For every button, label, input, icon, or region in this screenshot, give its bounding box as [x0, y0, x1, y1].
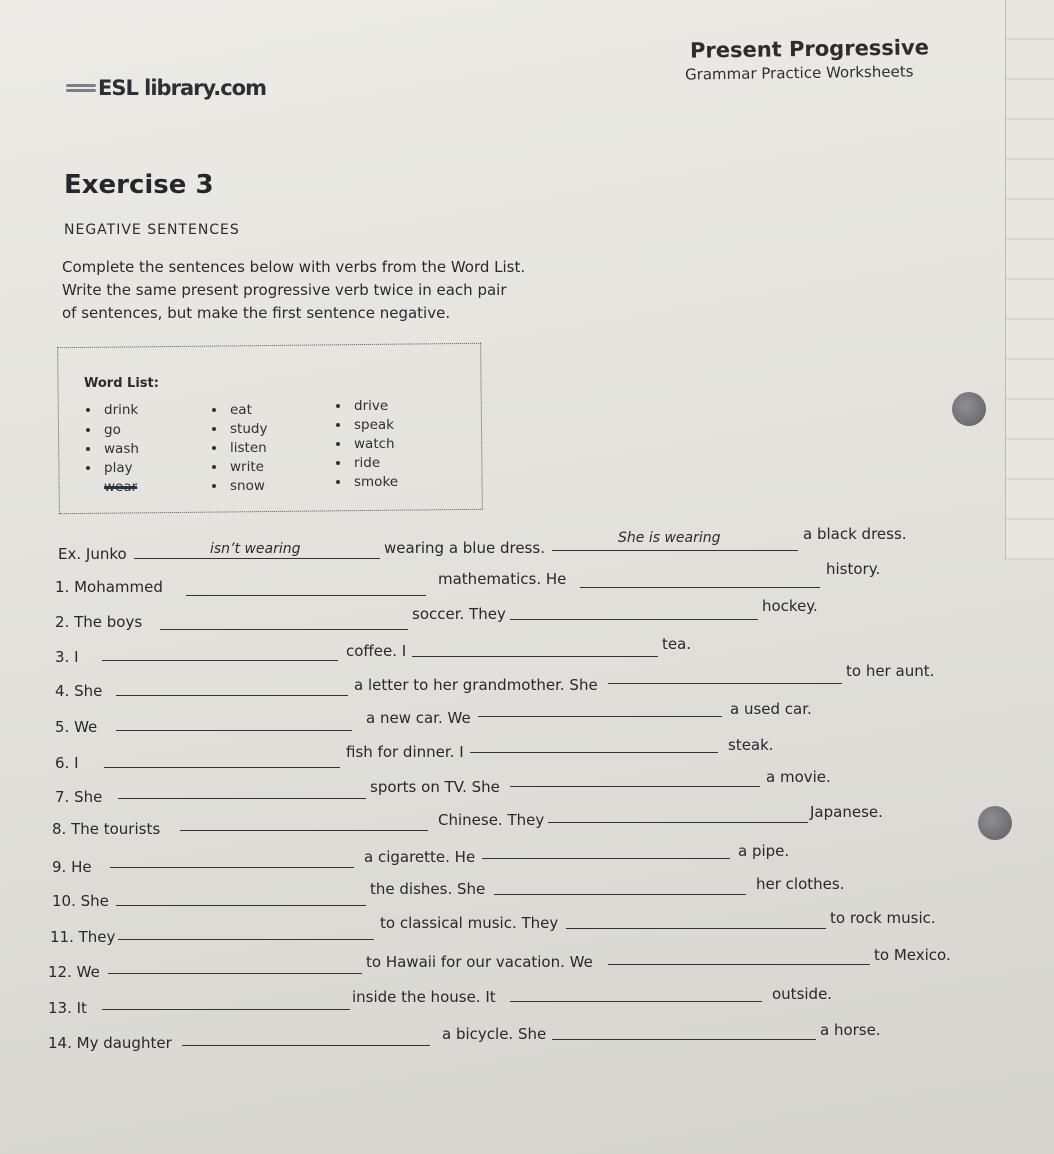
word-list-item: watch: [336, 436, 395, 452]
answer-blank-negative[interactable]: [160, 628, 408, 630]
instruction-line: Write the same present progressive verb twice in each pair: [62, 281, 507, 299]
sentence-end: her clothes.: [756, 875, 845, 893]
word-list-item: listen: [212, 440, 267, 456]
sentence-middle: mathematics. He: [438, 570, 567, 588]
esl-library-logo: ESL library.com: [66, 76, 266, 100]
answer-blank-positive[interactable]: [482, 857, 730, 859]
exercise-title: Exercise 3: [64, 170, 214, 200]
answer-blank-negative[interactable]: [116, 729, 352, 731]
answer-blank-negative[interactable]: [118, 938, 374, 940]
sentence-end: tea.: [662, 635, 692, 653]
sentence-middle: inside the house. It: [352, 988, 496, 1006]
sentence-subject: 12. We: [48, 963, 100, 981]
answer-blank-positive[interactable]: [510, 1000, 762, 1002]
example-blank-1: [134, 557, 380, 559]
word-list-item-crossed: wear: [104, 479, 138, 495]
answer-blank-positive[interactable]: [608, 963, 870, 965]
sentence-middle: fish for dinner. I: [346, 743, 464, 761]
word-list-item: study: [212, 421, 267, 437]
sentence-end: to Mexico.: [874, 946, 951, 964]
example-blank-2: [552, 549, 798, 551]
answer-blank-negative[interactable]: [102, 659, 338, 661]
sentence-subject: 1. Mohammed: [55, 578, 163, 596]
answer-blank-positive[interactable]: [478, 715, 722, 717]
sentence-end: a used car.: [730, 700, 812, 718]
sentence-middle: the dishes. She: [370, 880, 486, 898]
word-list-item: play: [86, 460, 133, 476]
answer-blank-positive[interactable]: [566, 927, 826, 929]
sentence-middle: to Hawaii for our vacation. We: [366, 953, 593, 971]
answer-blank-negative[interactable]: [186, 594, 426, 596]
punch-hole: [978, 806, 1012, 840]
answer-blank-negative[interactable]: [116, 694, 348, 696]
sentence-middle: coffee. I: [346, 642, 407, 660]
sentence-end: hockey.: [762, 597, 818, 615]
word-list-item: go: [86, 422, 121, 438]
instruction-line: of sentences, but make the first sentence negative.: [62, 304, 451, 322]
answer-blank-negative[interactable]: [182, 1044, 430, 1046]
sentence-subject: 5. We: [55, 718, 98, 736]
section-heading: NEGATIVE SENTENCES: [64, 222, 240, 238]
answer-blank-negative[interactable]: [116, 904, 366, 906]
sentence-middle: a bicycle. She: [442, 1025, 547, 1043]
answer-blank-positive[interactable]: [608, 682, 842, 684]
punch-hole: [952, 392, 986, 426]
sentence-end: steak.: [728, 736, 774, 754]
underlying-page-edge: [1005, 0, 1054, 560]
sentence-subject: 6. I: [55, 754, 79, 772]
answer-blank-negative[interactable]: [104, 766, 340, 768]
word-list-item: snow: [212, 478, 265, 494]
sentence-subject: 11. They: [50, 928, 116, 946]
word-list-item: smoke: [336, 474, 398, 490]
sentence-middle: to classical music. They: [380, 914, 559, 932]
sentence-end: a horse.: [820, 1021, 881, 1039]
sentence-subject: 13. It: [48, 999, 87, 1017]
sentence-end: to her aunt.: [846, 662, 935, 680]
example-end: a black dress.: [803, 525, 907, 543]
word-list-item: speak: [336, 417, 394, 433]
sentence-end: history.: [826, 560, 881, 578]
answer-blank-negative[interactable]: [180, 829, 428, 831]
logo-mark-icon: [66, 84, 96, 94]
sentence-subject: 10. She: [52, 892, 109, 910]
answer-blank-negative[interactable]: [118, 797, 366, 799]
sentence-end: Japanese.: [810, 803, 883, 821]
sentence-subject: 8. The tourists: [52, 820, 161, 838]
answer-blank-negative[interactable]: [110, 866, 354, 868]
word-list-item: wash: [86, 441, 139, 457]
sentence-subject: 7. She: [55, 788, 103, 806]
answer-blank-positive[interactable]: [510, 785, 760, 787]
sentence-subject: 3. I: [55, 648, 79, 666]
answer-blank-positive[interactable]: [552, 1038, 816, 1040]
word-list-item: drive: [336, 398, 388, 414]
answer-blank-negative[interactable]: [102, 1008, 350, 1010]
word-list-item: eat: [212, 402, 252, 418]
word-list-title: Word List:: [84, 376, 159, 391]
instruction-line: Complete the sentences below with verbs from the Word List.: [62, 258, 526, 276]
sentence-end: to rock music.: [830, 909, 936, 927]
example-prefix: Ex. Junko: [58, 545, 127, 563]
answer-blank-positive[interactable]: [510, 618, 758, 620]
word-list-item: write: [212, 459, 264, 475]
sentence-middle: Chinese. They: [438, 811, 545, 829]
sentence-middle: a new car. We: [366, 709, 471, 727]
answer-blank-positive[interactable]: [494, 893, 746, 895]
sentence-middle: a cigarette. He: [364, 848, 476, 866]
answer-blank-positive[interactable]: [470, 751, 718, 753]
answer-blank-positive[interactable]: [548, 821, 808, 823]
example-middle: wearing a blue dress.: [384, 539, 545, 557]
sentence-subject: 2. The boys: [55, 613, 143, 631]
worksheet-subtitle: Grammar Practice Worksheets: [684, 62, 914, 84]
word-list-item: ride: [336, 455, 380, 471]
answer-blank-negative[interactable]: [108, 972, 362, 974]
answer-blank-positive[interactable]: [580, 586, 820, 588]
word-list-item: drink: [86, 402, 138, 418]
sentence-subject: 14. My daughter: [48, 1034, 172, 1052]
sentence-middle: soccer. They: [412, 605, 506, 623]
worksheet-title: Present Progressive: [689, 35, 930, 63]
answer-blank-positive[interactable]: [412, 655, 658, 657]
sentence-subject: 9. He: [52, 858, 92, 876]
sentence-end: a pipe.: [738, 842, 790, 860]
sentence-end: outside.: [772, 985, 833, 1003]
sentence-middle: a letter to her grandmother. She: [354, 676, 598, 694]
sentence-end: a movie.: [766, 768, 831, 786]
example-answer-2: She is wearing: [618, 530, 721, 546]
example-answer-1: isn’t wearing: [210, 541, 301, 557]
sentence-middle: sports on TV. She: [370, 778, 500, 796]
sentence-subject: 4. She: [55, 682, 103, 700]
